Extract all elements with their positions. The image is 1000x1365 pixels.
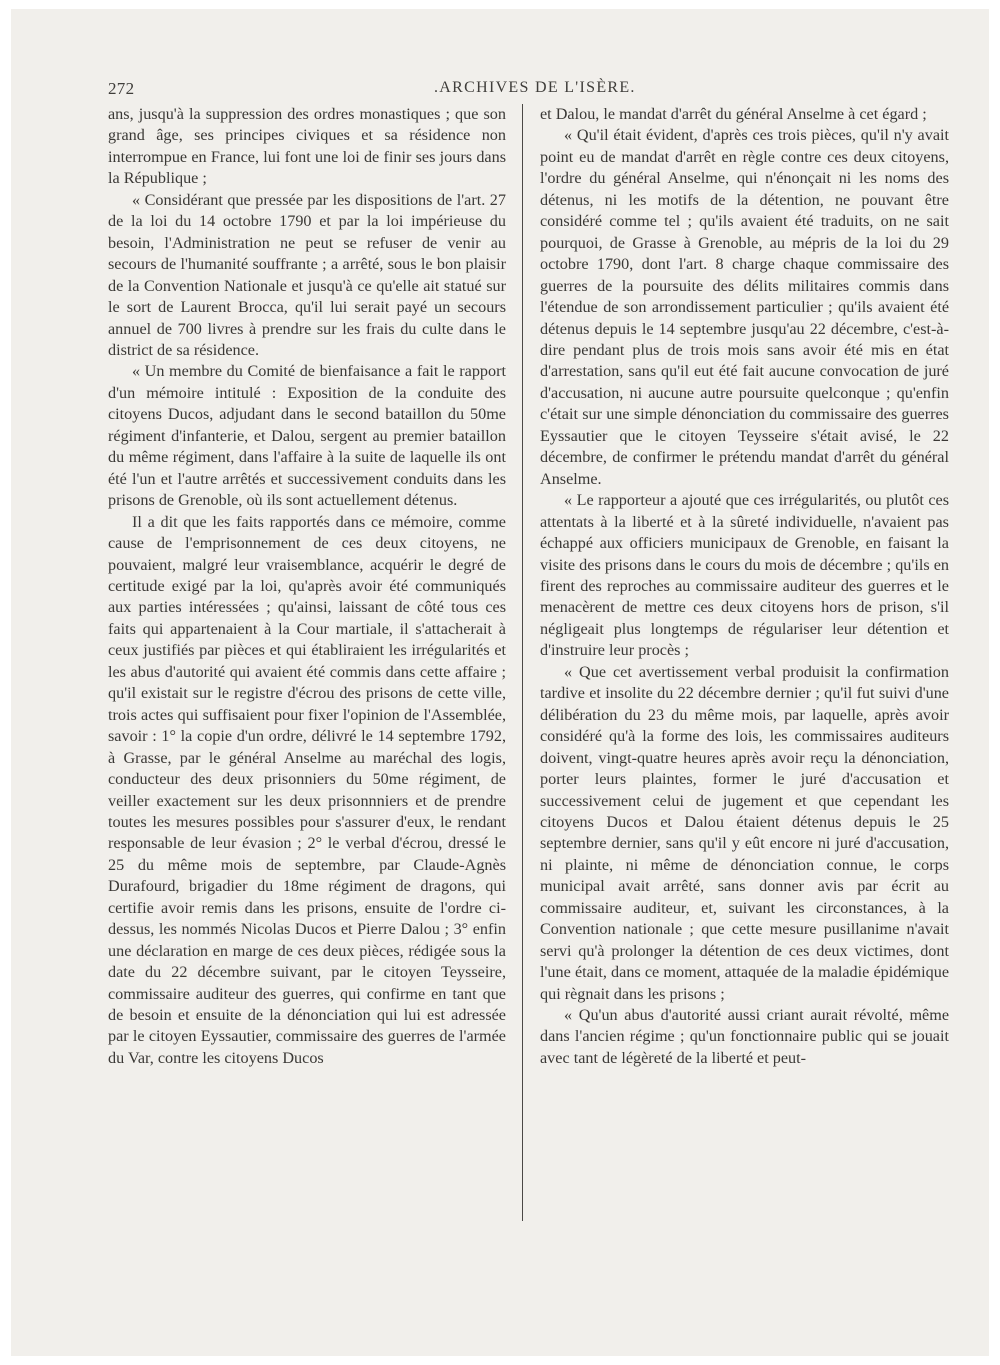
paragraph: ans, jusqu'à la suppression des ordres monastiques ; que son grand âge, ses principes civiques et sa résidence non interrompue en France, lui font une loi de finir ses jours dans la République ;: [108, 105, 506, 188]
paragraph: Il a dit que les faits rapportés dans ce mémoire, comme cause de l'emprisonnement de ces deux citoyens, ne pouvaient, malgré leur vraisemblance, acquérir le degré de certitude exigé par la loi, qu'après avoir été communiqués aux parties intéressées ; qu'ainsi, laissant de côté tous ces faits qui appartenaient à la Cour martiale, il s'attacherait à ceux justifiés par pièces et qui établiraient les irrégularités et les abus d'autorité qui avaient été commis dans cette affaire ; qu'il existait sur le registre d'écrou des prisons de cette ville, trois actes qui suffisaient pour fixer l'opinion de l'Assemblée, savoir : 1° la copie d'un ordre, délivré le 14 septembre 1792, à Grasse, par le général Anselme au maréchal des logis, conducteur des deux prisonniers du 50me régiment, de veiller exactement sur les deux prisonnniers et de prendre toutes les mesures possibles pour s'assurer d'eux, le rendant responsable de leur évasion ; 2° le verbal d'écrou, dressé le 25 du même mois de septembre, par Claude-Agnès Durafourd, brigadier du 18me régiment de dragons, qui certifie avoir remis dans les prisons, ensuite de l'ordre ci-dessus, les nommés Nicolas Ducos et Pierre Dalou ; 3° enfin une déclaration en marge de ces deux pièces, rédigée sous la date du 22 décembre suivant, par le citoyen Teysseire, commissaire auditeur des guerres, qui confirme en tant que de besoin et ensuite de la dénonciation qui lui est adressée par le citoyen Eyssautier, commissaire des guerres de l'armée du Var, contre les citoyens Ducos: [108, 512, 506, 1067]
paragraph: « Considérant que pressée par les dispositions de l'art. 27 de la loi du 14 octobre 1790 et par la loi impérieuse du besoin, l'Administration ne peut se refuser de venir au secours de l'humanité souffrante ; a arrêté, sous le bon plaisir de la Convention Nationale et jusqu'à ce qu'elle ait statué sur le sort de Laurent Brocca, qu'il lui serait payé un secours annuel de 700 livres à prendre sur les frais du culte dans le district de sa résidence.: [108, 190, 506, 359]
paragraph: « Le rapporteur a ajouté que ces irrégularités, ou plutôt ces attentats à la liberté et à la sûreté individuelle, n'avaient pas échappé aux officiers municipaux de Grenoble, en faisant la visite des prisons dans le cours du mois de décembre ; qu'ils en firent des reproches au commissaire auditeur des guerres et le menacèrent de mettre ces deux citoyens hors de prison, s'il négligeait plus longtemps de régulariser leur détention et d'instruire leur procès ;: [540, 491, 949, 660]
running-head: [108, 79, 966, 103]
scanned-page: [11, 9, 989, 1356]
paragraph: « Qu'il était évident, d'après ces trois pièces, qu'il n'y avait point eu de mandat d'arrêt en règle contre ces deux citoyens, l'ordre du général Anselme, qui n'énonçait ni les noms des détenus, ni les motifs de la détention, ne pouvant être considéré comme tel ; qu'ils avaient été traduits, on ne sait pourquoi, de Grasse à Grenoble, au mépris de la loi du 29 octobre 1790, dont l'art. 8 charge chaque commissaire des guerres de la poursuite des délits militaires commis dans l'étendue de son arrondissement particulier ; qu'ils avaient été détenus depuis le 14 septembre jusqu'au 22 décembre, c'est-à-dire pendant plus de trois mois sans avoir été mis en état d'arrestation, sans qu'il eut été fait aucune convocation de juré d'accusation, ni aucune autre poursuite quelconque ; qu'enfin c'était sur une simple dénonciation du commissaire des guerres Eyssautier que le citoyen Teysseire s'était avisé, le 22 décembre, de confirmer le prétendu mandat d'arrêt du général Anselme.: [540, 126, 949, 488]
paragraph: et Dalou, le mandat d'arrêt du général Anselme à cet égard ;: [540, 105, 927, 123]
column-divider: [522, 104, 523, 1221]
paragraph: « Qu'un abus d'autorité aussi criant aurait révolté, même dans l'ancien régime ; qu'un fonctionnaire public qui se jouait avec tant de légèreté de la liberté et peut-: [540, 1006, 949, 1067]
left-text-column: [108, 104, 506, 1069]
right-text-column: [540, 104, 949, 1069]
page-number: 272: [108, 79, 135, 98]
paragraph: « Un membre du Comité de bienfaisance a fait le rapport d'un mémoire intitulé : Exposition de la conduite des citoyens Ducos, adjudant dans le second bataillon du 50me régiment d'infanterie, et Dalou, sergent au premier bataillon du même régiment, dans l'affaire à la suite de laquelle ils ont été l'un et l'autre arrêtés et successivement conduits dans les prisons de Grenoble, où ils sont actuellement détenus.: [108, 362, 506, 510]
paragraph: « Que cet avertissement verbal produisit la confirmation tardive et insolite du 22 décembre dernier ; qu'il fut suivi d'une délibération du 23 du même mois, par laquelle, après avoir considéré qu'à la forme des lois, les commissaires auditeurs doivent, vingt-quatre heures après avoir reçu la dénonciation, porter leurs plaintes, former le juré d'accusation et successivement celui de jugement et que cependant les citoyens Ducos et Dalou étaient détenus depuis le 25 septembre dernier, sans qu'il y eût encore ni juré d'accusation, ni plainte, ni même de dénonciation connue, le corps municipal avait arrêté, sans donner avis par écrit au commissaire auditeur, et, suivant les circonstances, à la Convention nationale ; que cette mesure pusillanime n'avait servi qu'à prolonger la détention de ces deux victimes, dont l'une était, dans ce moment, attaquée de la maladie épidémique qui règnait dans les prisons ;: [540, 662, 949, 1003]
running-title: .ARCHIVES DE L'ISÈRE.: [434, 79, 636, 96]
